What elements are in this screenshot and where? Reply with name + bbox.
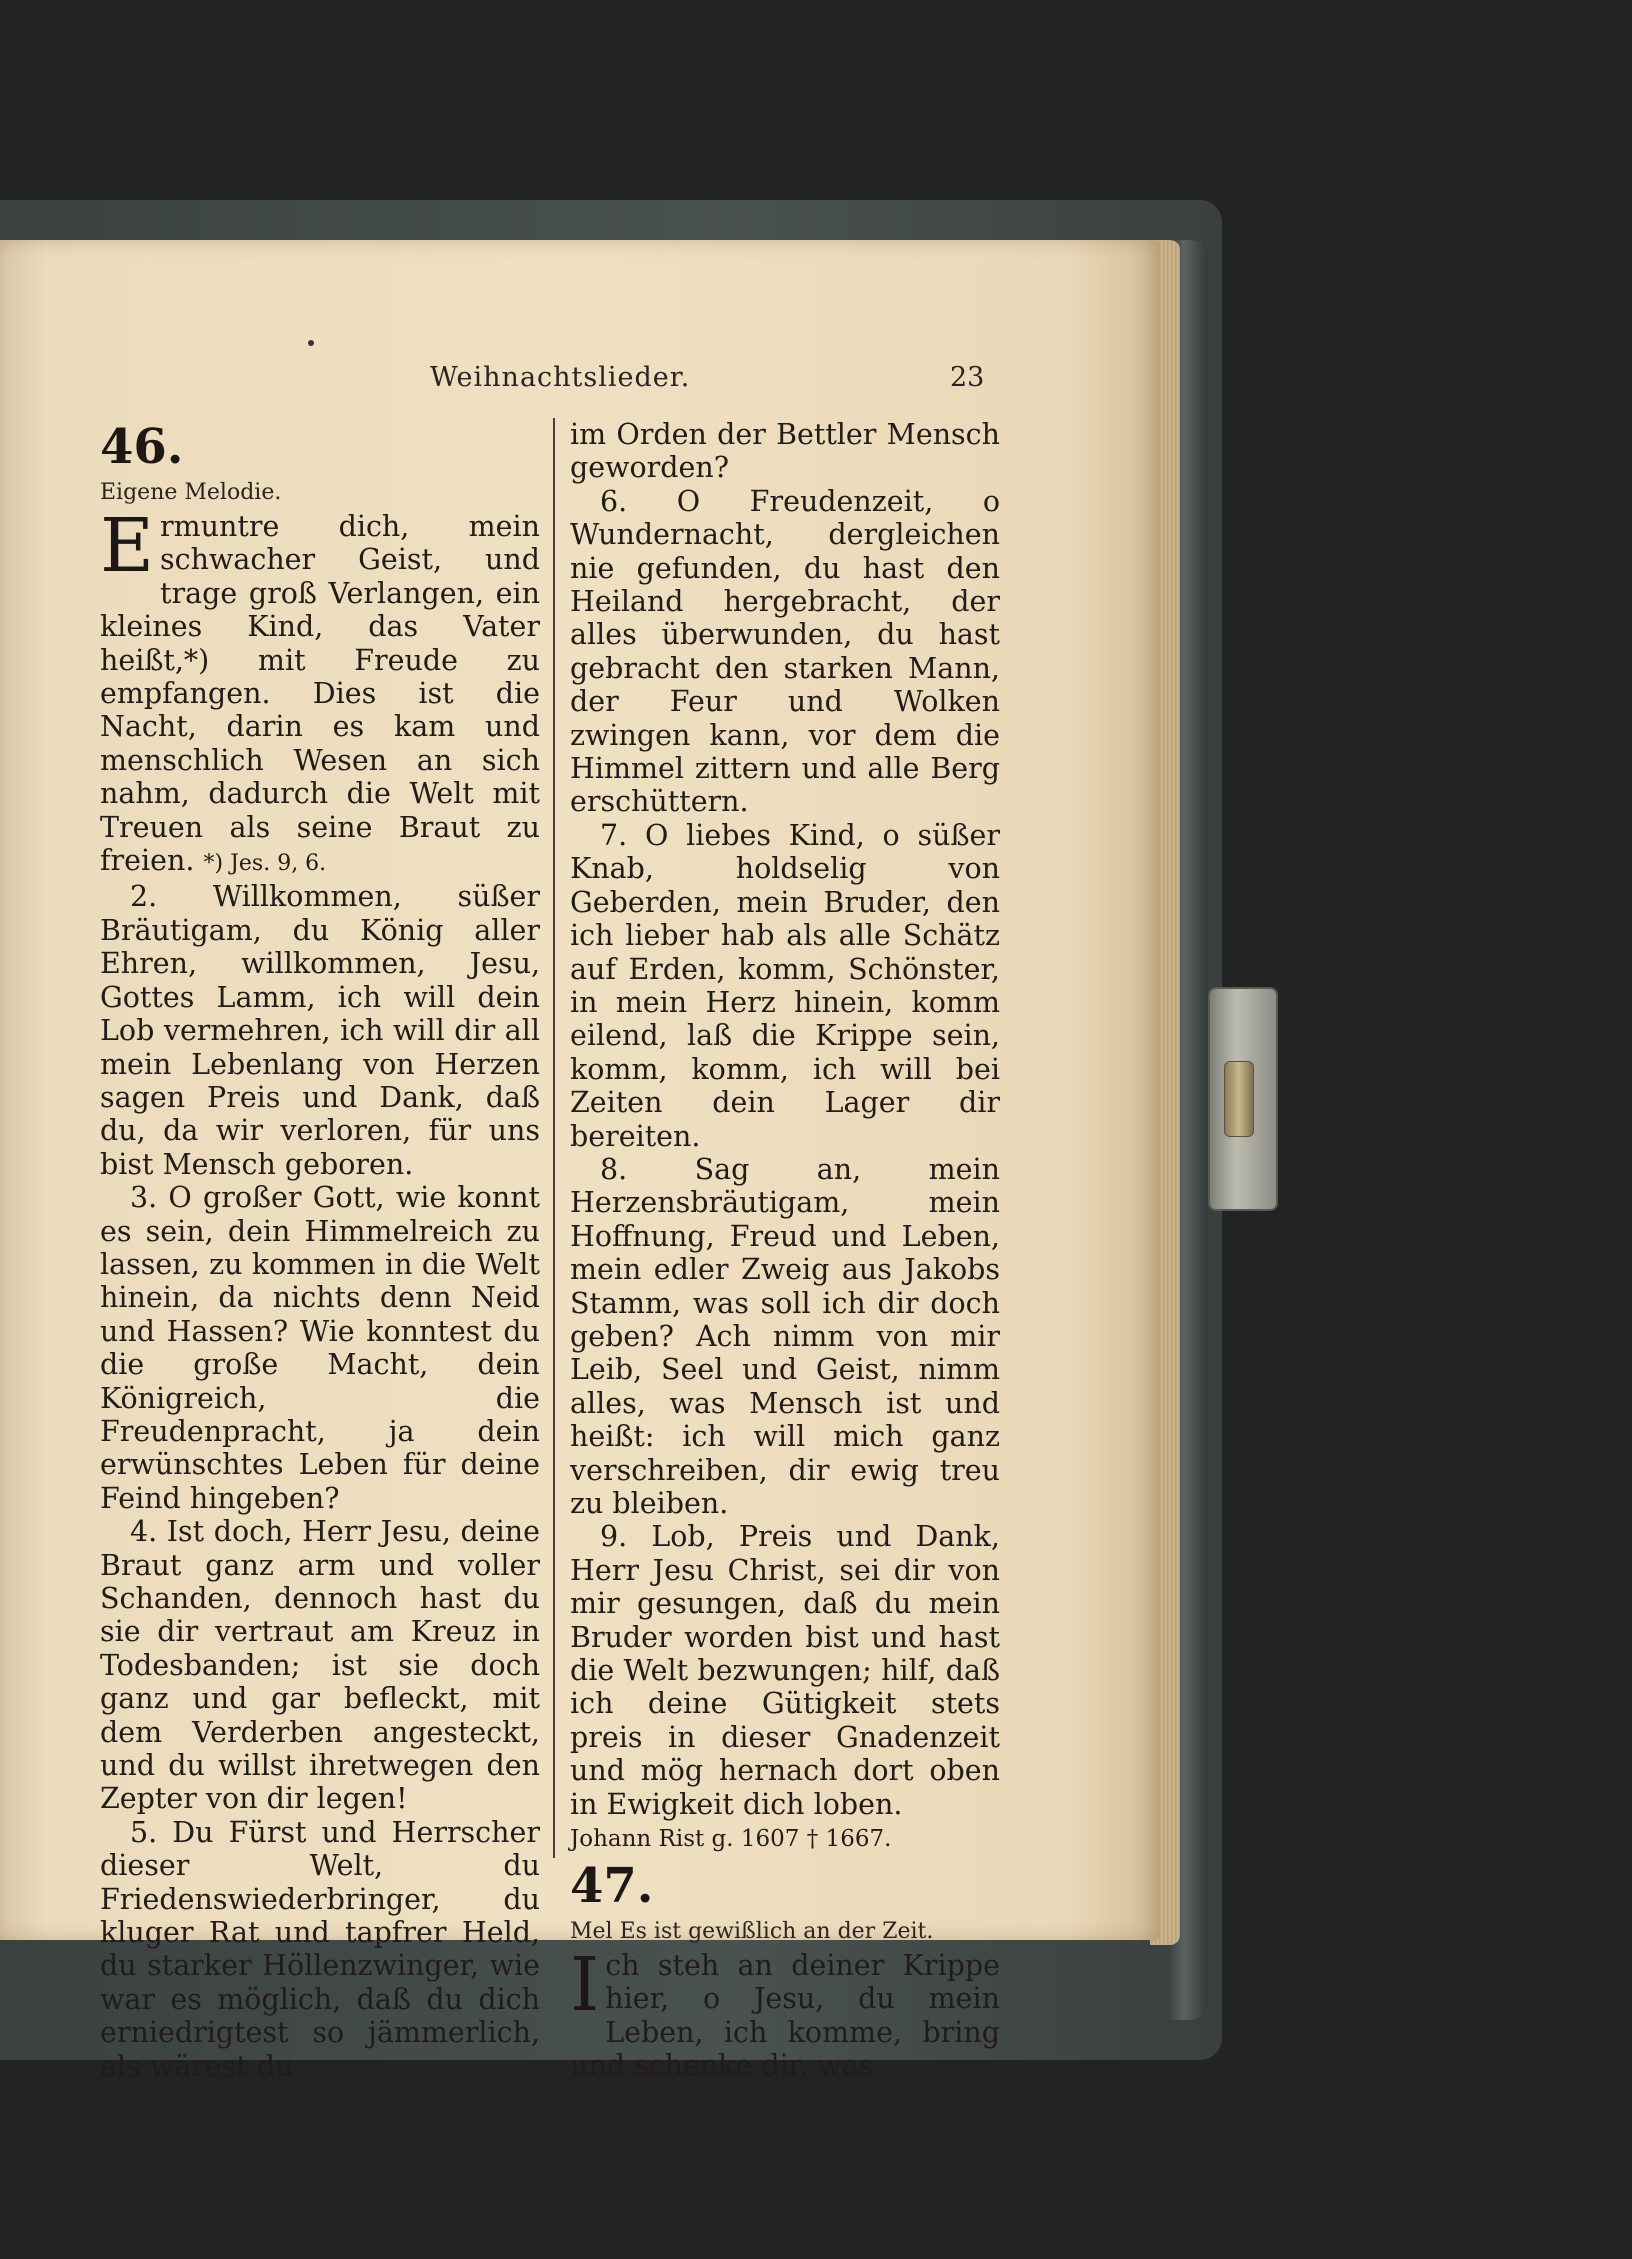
print-mark <box>308 340 314 346</box>
left-column <box>100 418 540 2083</box>
hymn-46-verse-9: 9. Lob, Preis und Dank, Herr Jesu Christ, sei dir von mir gesungen, daß du mein Bruder worden bist und hast die Welt bezwungen; hilf, daß ich deine Gütigkeit stets preis in dieser Gnadenzeit und mög hernach dort oben in Ewigkeit dich loben. <box>570 1520 1000 1821</box>
hymn-47-drop-cap: I <box>570 1942 600 2029</box>
hymn-46-verse-6: 6. O Freudenzeit, o Wundernacht, dergleichen nie gefunden, du hast den Heiland hergebracht, der alles überwunden, du hast gebracht den starken Mann, der Feur und Wolken zwingen kann, vor dem die Himmel zittern und alle Berg erschüttern. <box>570 484 1000 819</box>
clasp-knob <box>1224 1061 1254 1137</box>
hymn-46-author: Johann Rist g. 1607 † 1667. <box>570 1826 892 1853</box>
running-title: Weihnachtslieder. <box>430 362 691 393</box>
hymn-46-verse-5: 5. Du Fürst und Herrscher dieser Welt, du Friedenswiederbringer, du kluger Rat und tapfrer Held, du starker Höllenzwinger, wie war es möglich, daß du dich erniedrigtest so jämmerlich, als wärest du <box>100 1815 540 2083</box>
hymn-46-verse-7: 7. O liebes Kind, o süßer Knab, holdselig von Geberden, mein Bruder, den ich lieber hab als alle Schätz auf Erden, komm, Schönster, in mein Herz hinein, komm eilend, laß die Krippe sein, komm, komm, ich will bei Zeiten dein Lager dir bereiten. <box>570 818 1000 1153</box>
hymn-46-verse-5-continued: im Orden der Bettler Mensch geworden? <box>570 418 1000 485</box>
hymn-46-melody: Eigene Melodie. <box>100 480 282 505</box>
hymn-46-verse-3: 3. O großer Gott, wie konnt es sein, dein Himmelreich zu lassen, zu kommen in die Welt hinein, da nichts denn Neid und Hassen? Wie konntest du die große Macht, dein Königreich, die Freudenpracht, ja dein erwünschtes Leben für deine Feind hingeben? <box>100 1181 540 1515</box>
hymn-47-verse-1 <box>570 1942 1000 2083</box>
hymn-46-number: 46. <box>100 419 184 475</box>
hymn-46-footnote: *) Jes. 9, 6. <box>203 851 327 877</box>
hymn-47-number: 47. <box>570 1858 654 1915</box>
column-divider <box>553 418 555 1858</box>
hymn-46-verse-1 <box>100 503 540 880</box>
page-number: 23 <box>950 362 985 393</box>
hymn-46-drop-cap: E <box>100 503 155 589</box>
hymn-46-verse-2: 2. Willkommen, süßer Bräutigam, du König aller Ehren, willkommen, Jesu, Gottes Lamm, ich will dein Lob vermehren, ich will dir all mein Lebenlang von Herzen sagen Preis und Dank, daß du, da wir verloren, für uns bist Mensch geboren. <box>100 880 540 1181</box>
right-column <box>570 418 1000 2083</box>
book-clasp <box>1208 987 1278 1211</box>
hymn-47-melody: Mel Es ist gewißlich an der Zeit. <box>570 1919 934 1945</box>
hymn-46-verse-4: 4. Ist doch, Herr Jesu, deine Braut ganz arm und voller Schanden, dennoch hast du sie dir vertraut am Kreuz in Todesbanden; ist sie doch ganz und gar befleckt, mit dem Verderben angesteckt, und du willst ihretwegen den Zepter von dir legen! <box>100 1515 540 1816</box>
hymn-47-verse-1-text: ch steh an deiner Krippe hier, o Jesu, du mein Leben, ich komme, bring und schenke dir, was <box>570 1949 1000 2083</box>
hymn-46-verse-8: 8. Sag an, mein Herzensbräutigam, mein Hoffnung, Freud und Leben, mein edler Zweig aus Jakobs Stamm, was soll ich dir doch geben? Ach nimm von mir Leib, Seel und Geist, nimm alles, was Mensch ist und heißt: ich will mich ganz verschreiben, dir ewig treu zu bleiben. <box>570 1152 1000 1520</box>
hymn-46-verse-1-text: rmuntre dich, mein schwacher Geist, und trage groß Verlangen, ein kleines Kind, das Vater heißt,*) mit Freude zu empfangen. Dies ist die Nacht, darin es kam und menschlich Wesen an sich nahm, dadurch die Welt mit Treuen als seine Braut zu freien. <box>100 510 540 878</box>
